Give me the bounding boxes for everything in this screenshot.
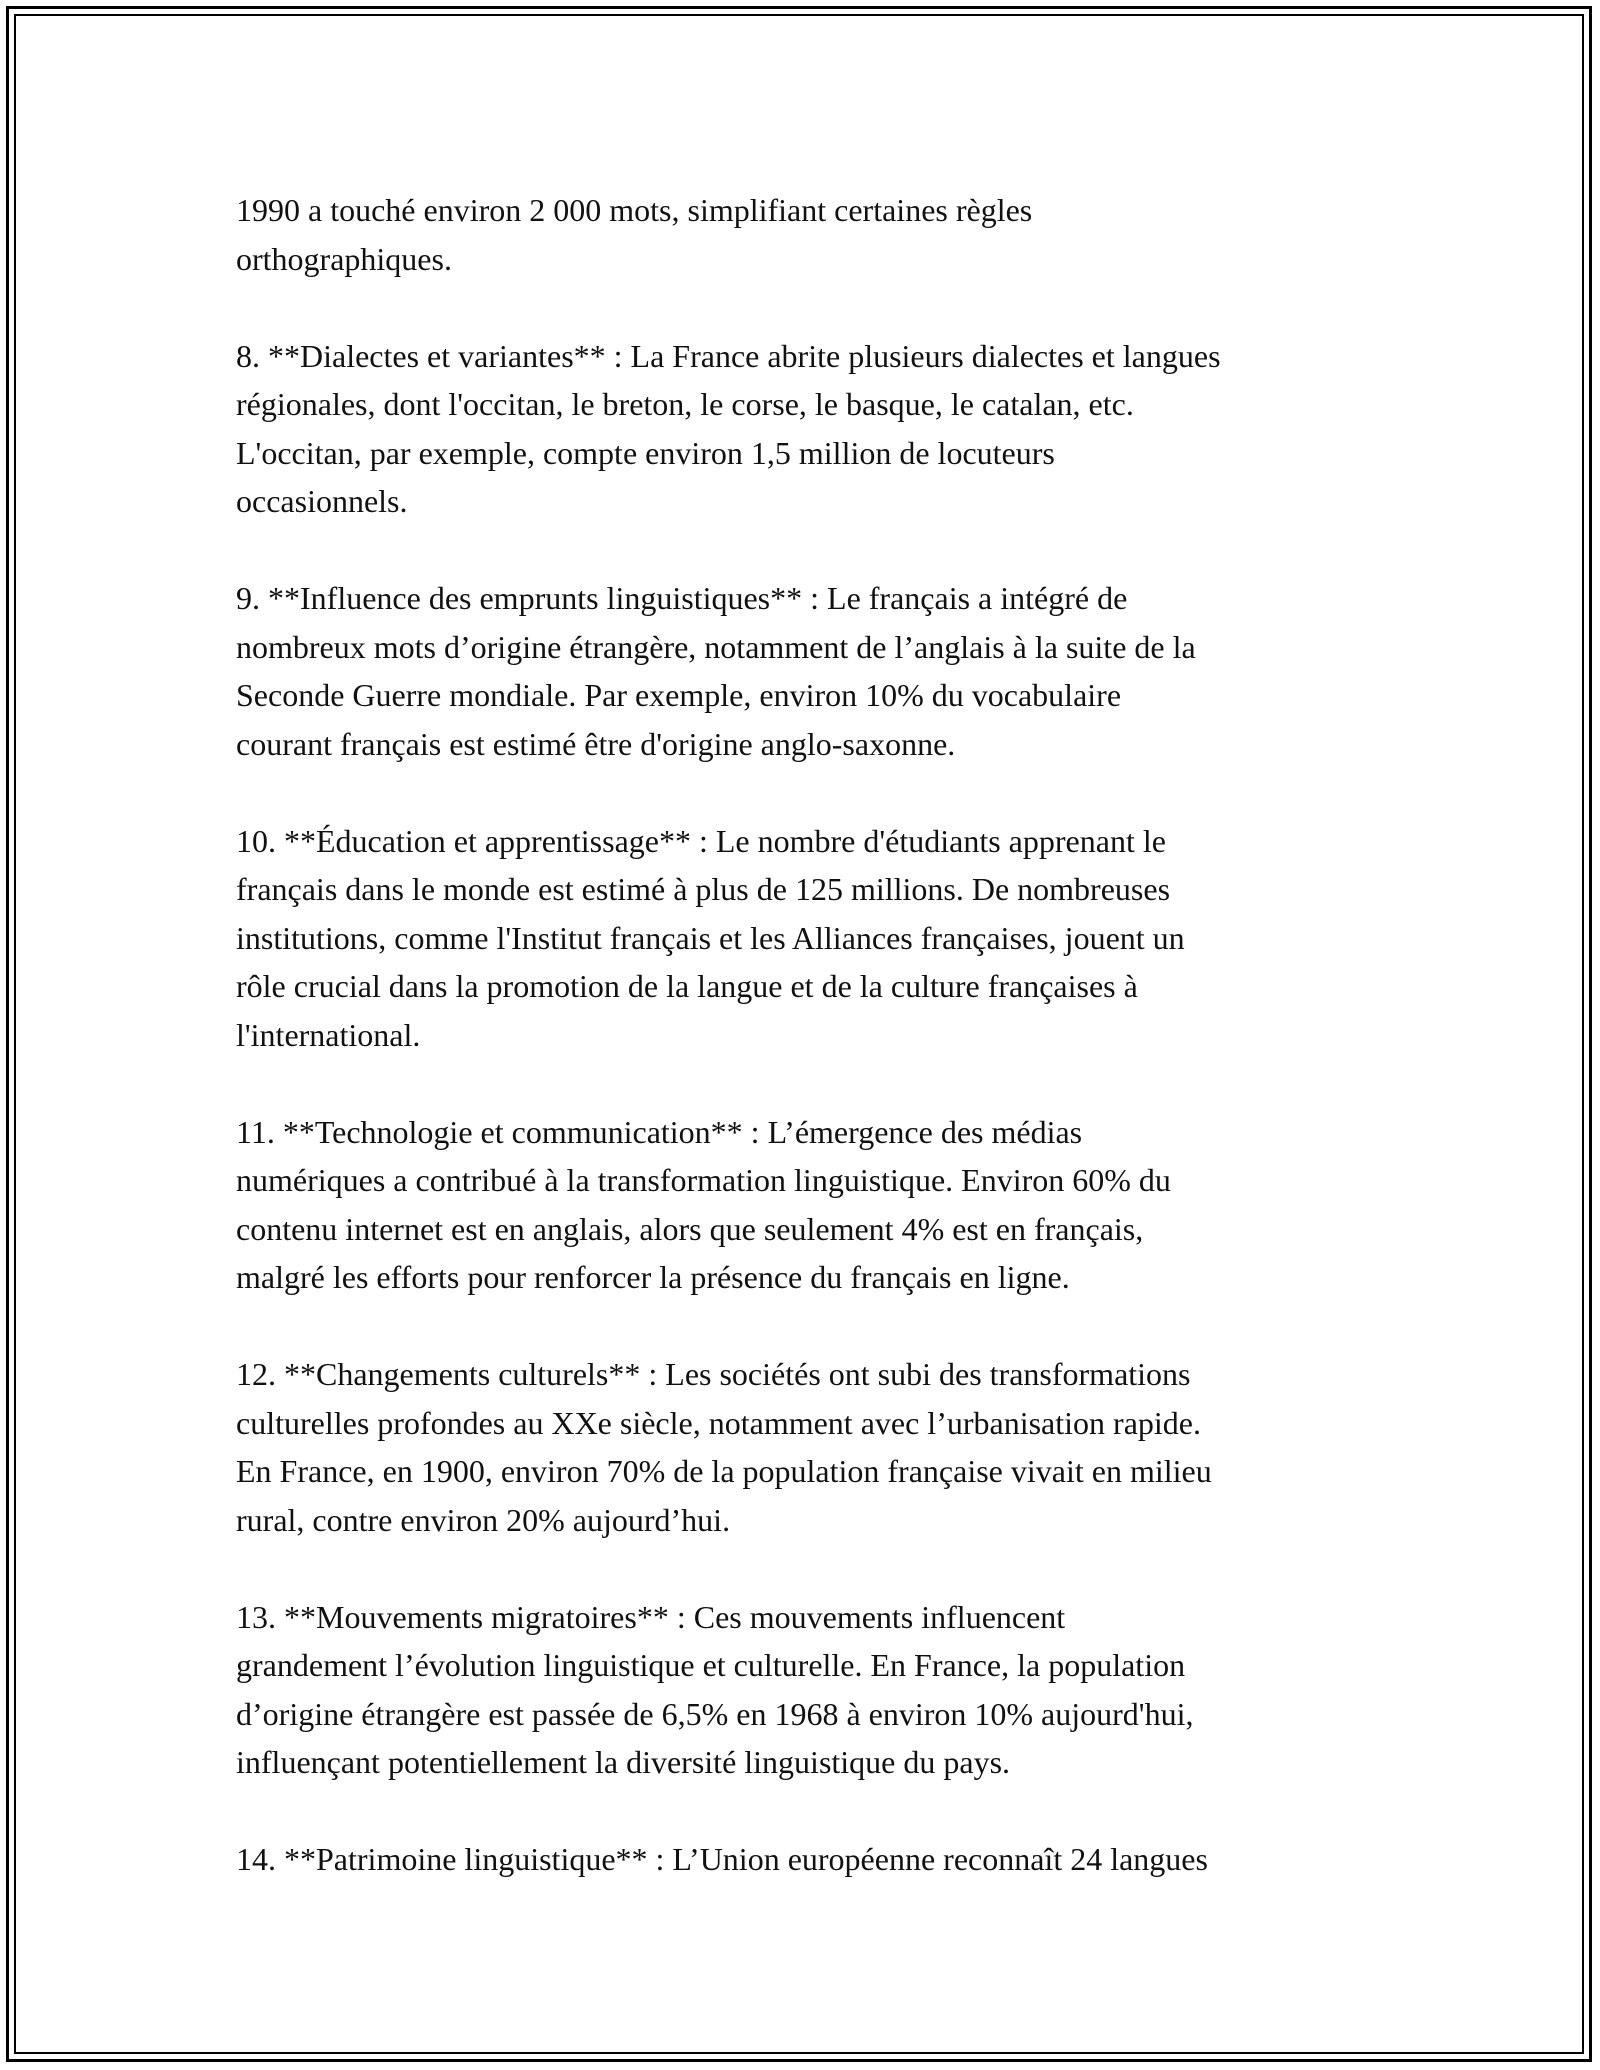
paragraph-cultural-changes: 12. **Changements culturels** : Les sociétés ont subi des transformations culturelles profondes au XXe siècle, notamment avec l’urbanisation rapide. En France, en 1900, environ 70% de la population française vivait en milieu rural, contre environ 20% aujourd’hui. bbox=[236, 1356, 1212, 1538]
paragraph-orthography-reform: 1990 a touché environ 2 000 mots, simplifiant certaines règles orthographiques. bbox=[236, 192, 1033, 277]
paragraph-technology: 11. **Technologie et communication** : L’émergence des médias numériques a contribué à la transformation linguistique. Environ 60% du contenu internet est en anglais, alors que seulement 4% est en français, malgré les efforts pour renforcer la présence du français en ligne. bbox=[236, 1113, 1171, 1295]
paragraph-migration: 13. **Mouvements migratoires** : Ces mouvements influencent grandement l’évolution linguistique et culturelle. En France, la population d’origine étrangère est passée de 6,5% en 1968 à environ 10% aujourd'hui, influençant potentiellement la diversité linguistique du pays. bbox=[236, 1598, 1194, 1780]
document-body bbox=[236, 186, 1396, 1884]
paragraph-dialects: 8. **Dialectes et variantes** : La France abrite plusieurs dialectes et langues régionales, dont l'occitan, le breton, le corse, le basque, le catalan, etc. L'occitan, par exemple, compte environ 1,5 million de locuteurs occasionnels. bbox=[236, 337, 1221, 519]
paragraph-linguistic-heritage: 14. **Patrimoine linguistique** : L’Union européenne reconnaît 24 langues bbox=[236, 1841, 1208, 1877]
paragraph-loanwords: 9. **Influence des emprunts linguistiques** : Le français a intégré de nombreux mots d’origine étrangère, notamment de l’anglais à la suite de la Seconde Guerre mondiale. Par exemple, environ 10% du vocabulaire courant français est estimé être d'origine anglo-saxonne. bbox=[236, 580, 1196, 762]
paragraph-education: 10. **Éducation et apprentissage** : Le nombre d'étudiants apprenant le français dans le monde est estimé à plus de 125 millions. De nombreuses institutions, comme l'Institut français et les Alliances françaises, jouent un rôle crucial dans la promotion de la langue et de la culture françaises à l'international. bbox=[236, 822, 1185, 1053]
